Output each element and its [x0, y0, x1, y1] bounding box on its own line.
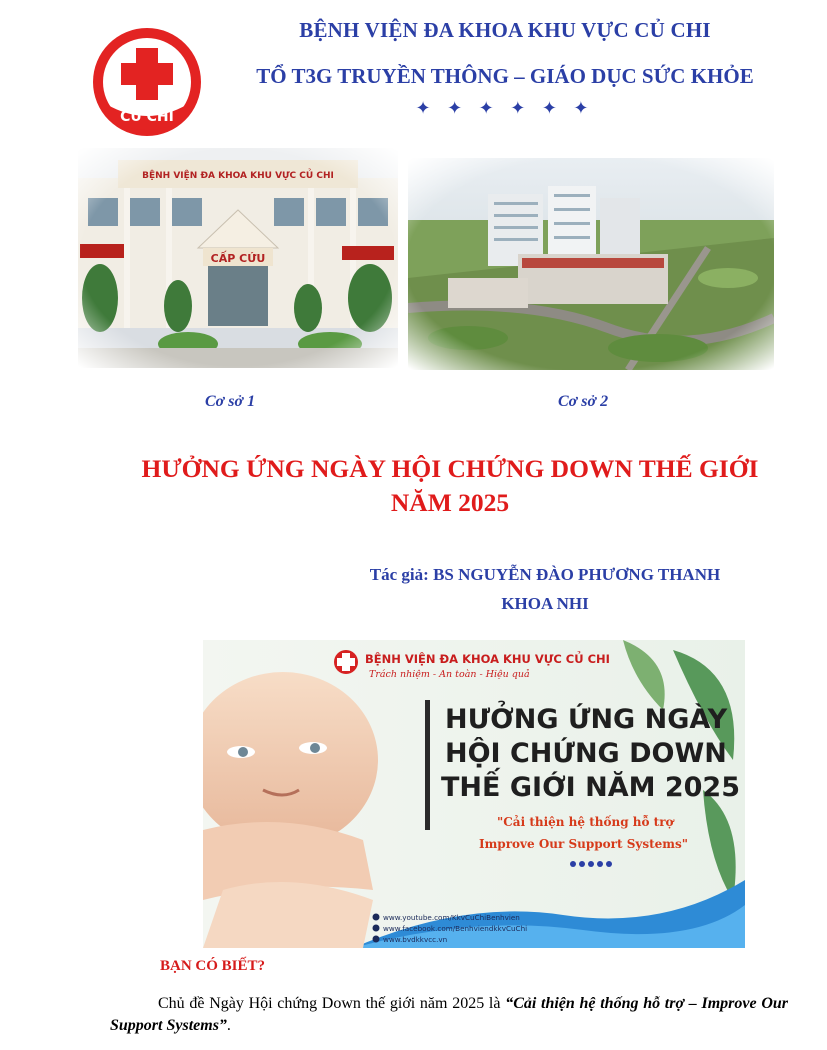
section-heading: BẠN CÓ BIẾT?	[160, 958, 266, 974]
banner-link-youtube: www.youtube.com/KkvCuChiBenhvien	[383, 913, 520, 922]
team-name: TỔ T3G TRUYỀN THÔNG – GIÁO DỤC SỨC KHỎE	[256, 64, 754, 88]
title-line-2: NĂM 2025	[390, 488, 510, 517]
campus-2-photo	[408, 158, 774, 370]
banner-quote-1: "Cải thiện hệ thống hỗ trợ	[497, 815, 674, 829]
banner-slogan: Trách nhiệm - An toàn - Hiệu quả	[369, 669, 530, 680]
hospital-name: BỆNH VIỆN ĐA KHOA KHU VỰC CỦ CHI	[299, 18, 711, 42]
author-block	[330, 560, 760, 618]
para-lead: Chủ đề Ngày Hội chứng Down thế giới năm 2025 là	[158, 995, 506, 1012]
para-theme: “Cải thiện hệ thống hỗ trợ – Improve Our Support Systems”	[110, 995, 788, 1034]
banner-title-1: HƯỞNG ỨNG NGÀY	[445, 704, 728, 735]
logo-text: CỦ CHI	[120, 109, 174, 125]
caption-campus-2: Cơ sở 2	[558, 393, 609, 410]
banner-quote-2: Improve Our Support Systems"	[479, 837, 688, 851]
title-line-1: HƯỞNG ỨNG NGÀY HỘI CHỨNG DOWN THẾ GIỚI	[141, 454, 759, 483]
hospital-logo	[92, 24, 202, 140]
campaign-banner	[203, 640, 745, 948]
caption-campus-1: Cơ sở 1	[205, 393, 256, 410]
department-name: KHOA NHI	[501, 594, 589, 613]
banner-title-3: THẾ GIỚI NĂM 2025	[441, 772, 741, 803]
banner-title-2: HỘI CHỨNG DOWN	[445, 738, 727, 769]
decorative-stars: ✦ ✦ ✦ ✦ ✦ ✦	[415, 98, 595, 118]
article-title	[60, 452, 827, 520]
banner-link-website: www.bvdkkvcc.vn	[383, 935, 448, 944]
intro-paragraph	[110, 993, 788, 1037]
author-name: Tác giả: BS NGUYỄN ĐÀO PHƯƠNG THANH	[369, 565, 721, 584]
para-end: .	[226, 1017, 231, 1034]
banner-hospital-name: BỆNH VIỆN ĐA KHOA KHU VỰC CỦ CHI	[365, 652, 610, 666]
banner-link-facebook: www.facebook.com/BenhviendkkvCuChi	[383, 924, 528, 933]
campus-1-photo	[78, 148, 398, 368]
